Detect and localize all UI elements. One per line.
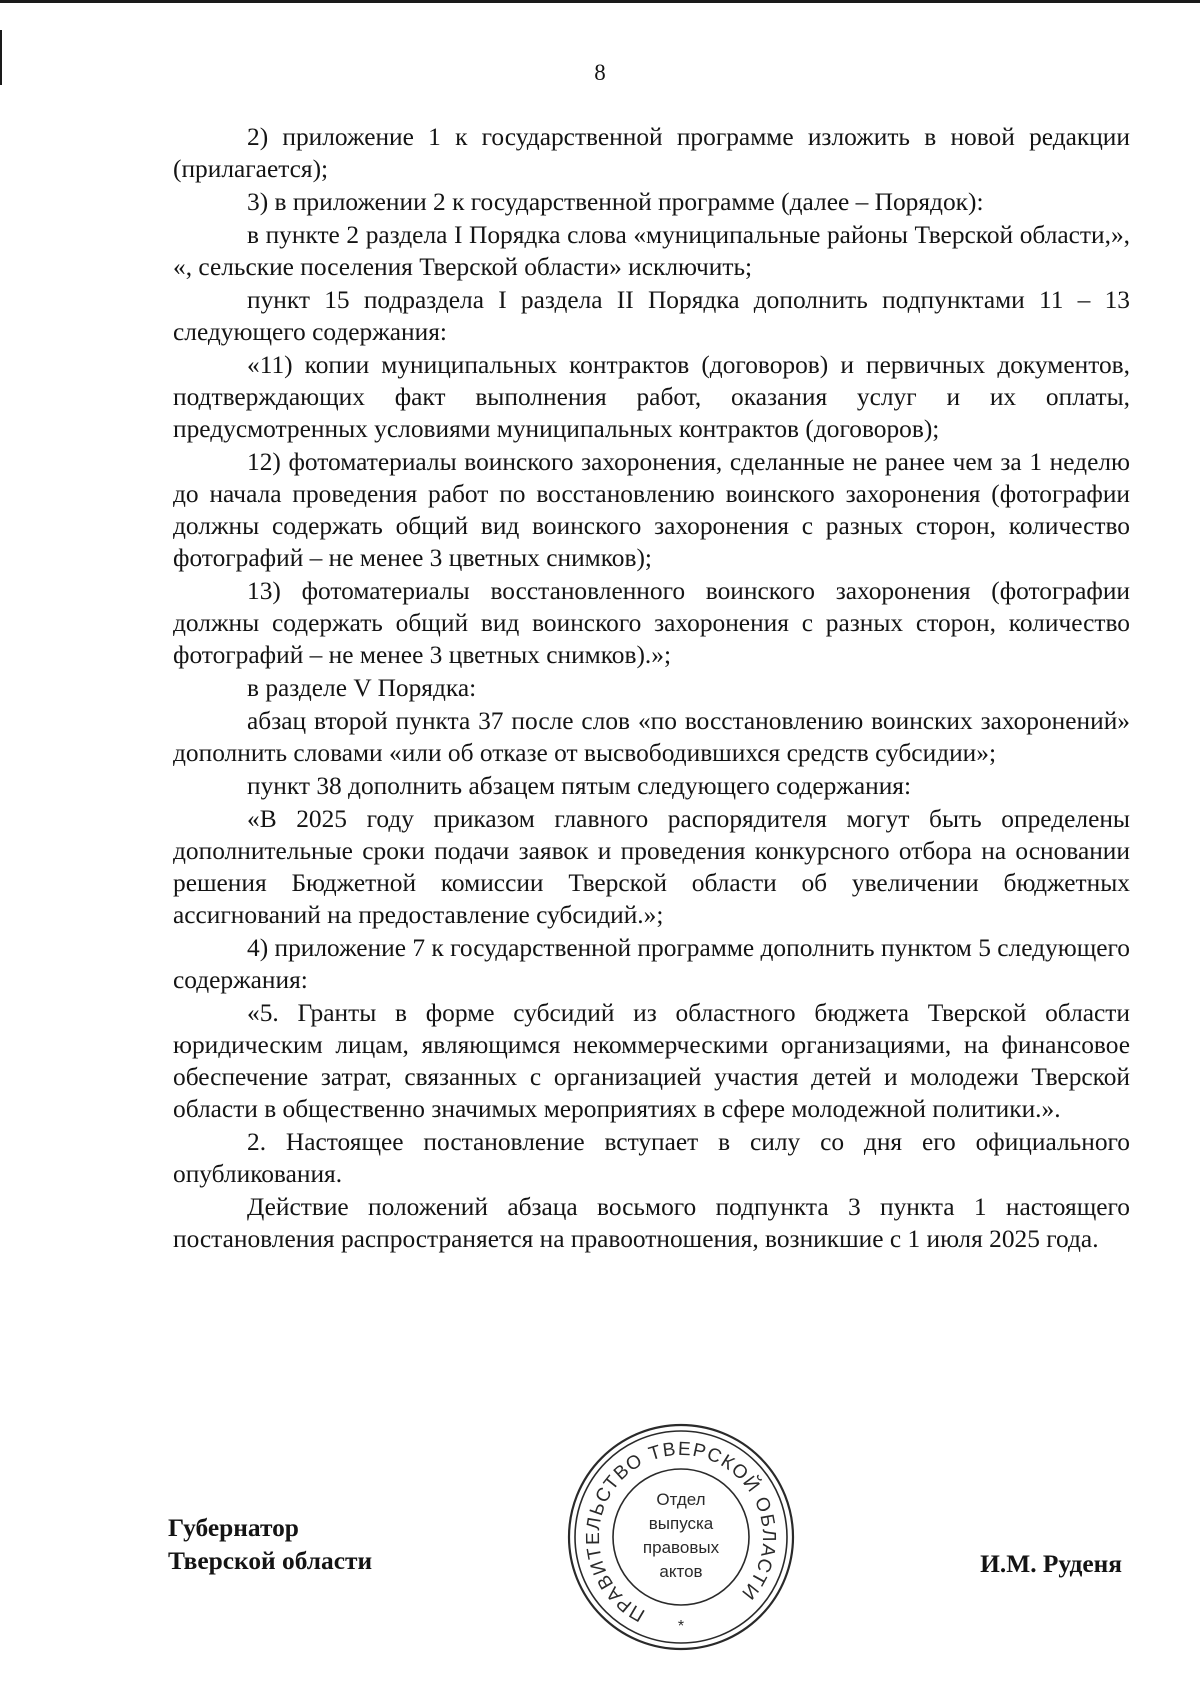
paragraph-subpoint-11: «11) копии муниципальных контрактов (договоров) и первичных документов, подтверждающих факт выполнения работ, оказания услуг и их оплаты, предусмотренных условиями муниципальных контрактов (договоров); (173, 351, 1130, 443)
scan-top-edge (0, 0, 1200, 3)
paragraph-subpoint-12: 12) фотоматериалы воинского захоронения, сделанные не ранее чем за 1 неделю до начала проведения работ по восстановлению воинского захоронения (фотографии должны содержать общий вид воинского захоронения с разных сторон, количество фотографий – не менее 3 цветных снимков); (173, 448, 1130, 572)
paragraph-appendix-7: 4) приложение 7 к государственной программе дополнить пунктом 5 следующего содержания: (173, 934, 1131, 994)
signature-title-line-1: Губернатор (168, 1514, 299, 1542)
stamp-center-line-3: правовых (642, 1538, 720, 1557)
signature-title (168, 1512, 372, 1578)
signature-title-line-2: Тверской области (168, 1547, 373, 1575)
paragraph-retroactive-effect: Действие положений абзаца восьмого подпункта 3 пункта 1 настоящего постановления распространяется на правоотношения, возникшие с 1 июля 2025 года. (173, 1193, 1130, 1253)
stamp-ring-text: ПРАВИТЕЛЬСТВО ТВЕРСКОЙ ОБЛАСТИ (582, 1438, 780, 1626)
signature-name: И.М. Руденя (980, 1550, 1122, 1578)
paragraph-subpoint-13: 13) фотоматериалы восстановленного воинского захоронения (фотографии должны содержать общий вид воинского захоронения с разных сторон, количество фотографий – не менее 3 цветных снимков).»; (173, 577, 1130, 669)
stamp-center-text (606, 1488, 756, 1584)
paragraph-section-5-intro: в разделе V Порядка: (247, 674, 477, 702)
stamp-center-line-2: выпуска (648, 1514, 714, 1533)
page-number: 8 (594, 60, 606, 85)
paragraph-section-1-point-2: в пункте 2 раздела I Порядка слова «муниципальные районы Тверской области,», «, сельские поселения Тверской области» исключить; (173, 221, 1130, 281)
paragraph-point-15-intro: пункт 15 подраздела I раздела II Порядка дополнить подпунктами 11 – 13 следующего содержания: (173, 286, 1130, 346)
paragraph-point-38-text: «В 2025 году приказом главного распорядителя могут быть определены дополнительные сроки подачи заявок и проведения конкурсного отбора на основании решения Бюджетной комиссии Тверской области об увеличении бюджетных ассигнований на предоставление субсидий.»; (173, 805, 1130, 929)
paragraph-appendix-1: 2) приложение 1 к государственной программе изложить в новой редакции (прилагается); (173, 123, 1130, 183)
official-stamp (566, 1422, 796, 1652)
stamp-center-line-4: актов (659, 1562, 703, 1581)
paragraph-point-38-intro: пункт 38 дополнить абзацем пятым следующего содержания: (247, 772, 912, 800)
stamp-star: * (677, 1618, 685, 1635)
paragraph-appendix-7-point-5: «5. Гранты в форме субсидий из областного бюджета Тверской области юридическим лицам, являющимся некоммерческими организациями, на финансовое обеспечение затрат, связанных с организацией участия детей и молодежи Тверской области в общественно значимых мероприятиях в сфере молодежной политики.». (173, 999, 1130, 1123)
paragraph-entry-into-force: 2. Настоящее постановление вступает в силу со дня его официального опубликования. (173, 1128, 1130, 1188)
document-body (173, 121, 1130, 1256)
paragraph-appendix-2-intro: 3) в приложении 2 к государственной программе (далее – Порядок): (247, 188, 984, 216)
stamp-center-line-1: Отдел (656, 1490, 706, 1509)
paragraph-point-37: абзац второй пункта 37 после слов «по восстановлению воинских захоронений» дополнить словами «или об отказе от высвободившихся средств субсидии»; (173, 707, 1130, 767)
